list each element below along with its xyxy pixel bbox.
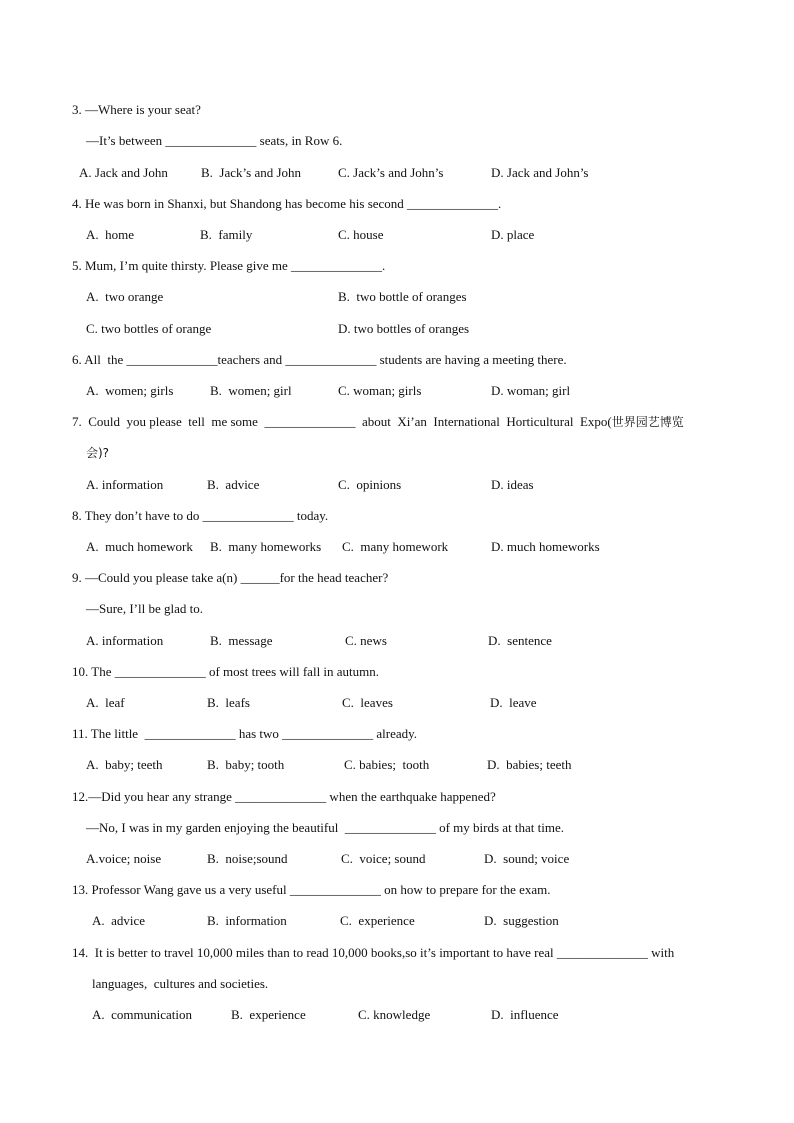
question-7-stem [72, 413, 684, 431]
question-10-stem: 10. The ______________ of most trees will fall in autumn. [72, 664, 380, 679]
question-7-option-c: C. opinions [338, 477, 402, 492]
question-7-stem-text: 7. Could you please tell me some ______________ about Xi’an International Horticultural Expo( [72, 414, 612, 429]
question-4-option-a: A. home [86, 227, 135, 242]
question-4-option-b: B. family [200, 227, 253, 242]
question-9-option-b: B. message [210, 633, 273, 648]
question-7-stem-continued: 会)? [86, 446, 110, 460]
question-8-option-b: B. many homeworks [210, 539, 322, 554]
question-5-option-c: C. two bottles of orange [86, 321, 212, 336]
question-10-option-a: A. leaf [86, 695, 125, 710]
question-12-option-b: B. noise;sound [207, 851, 288, 866]
question-14-stem: 14. It is better to travel 10,000 miles than to read 10,000 books,so it’s important to have real ______________ with [72, 945, 675, 960]
question-10-option-b: B. leafs [207, 695, 250, 710]
question-7-option-a: A. information [86, 477, 164, 492]
question-13-option-b: B. information [207, 913, 287, 928]
question-3-option-b: B. Jack’s and John [201, 165, 302, 180]
question-5-option-b: B. two bottle of oranges [338, 289, 467, 304]
question-3-option-d: D. Jack and John’s [491, 165, 589, 180]
question-12-option-c: C. voice; sound [341, 851, 426, 866]
question-7-option-b: B. advice [207, 477, 260, 492]
question-6-stem: 6. All the ______________teachers and ______________ students are having a meeting there. [72, 352, 567, 367]
question-12-option-d: D. sound; voice [484, 851, 570, 866]
question-9-option-d: D. sentence [488, 633, 552, 648]
question-9-stem: 9. —Could you please take a(n) ______for the head teacher? [72, 570, 389, 585]
question-6-option-b: B. women; girl [210, 383, 292, 398]
question-13-option-c: C. experience [340, 913, 415, 928]
question-14-option-a: A. communication [92, 1007, 193, 1022]
question-14-option-b: B. experience [231, 1007, 306, 1022]
question-3-stem: 3. —Where is your seat? [72, 102, 201, 117]
question-13-option-a: A. advice [92, 913, 146, 928]
question-10-option-d: D. leave [490, 695, 537, 710]
question-7-option-d: D. ideas [491, 477, 534, 492]
question-3-answer-line: —It’s between ______________ seats, in Row 6. [86, 133, 343, 148]
question-6-option-a: A. women; girls [86, 383, 174, 398]
question-11-option-c: C. babies; tooth [344, 757, 430, 772]
question-14-option-d: D. influence [491, 1007, 559, 1022]
question-8-stem: 8. They don’t have to do ______________ today. [72, 508, 329, 523]
question-6-option-d: D. woman; girl [491, 383, 571, 398]
question-12-stem: 12.—Did you hear any strange ______________ when the earthquake happened? [72, 789, 496, 804]
question-14-stem-continued: languages, cultures and societies. [92, 976, 269, 991]
question-9-option-c: C. news [345, 633, 387, 648]
question-12-answer-line: —No, I was in my garden enjoying the beautiful ______________ of my birds at that time. [86, 820, 565, 835]
question-14-option-c: C. knowledge [358, 1007, 431, 1022]
question-4-option-d: D. place [491, 227, 535, 242]
question-3-option-a: A. Jack and John [79, 165, 168, 180]
question-6-option-c: C. woman; girls [338, 383, 422, 398]
question-4-stem: 4. He was born in Shanxi, but Shandong has become his second ______________. [72, 196, 502, 211]
question-11-stem: 11. The little ______________ has two ______________ already. [72, 726, 418, 741]
question-4-option-c: C. house [338, 227, 384, 242]
question-8-option-d: D. much homeworks [491, 539, 600, 554]
question-5-option-d: D. two bottles of oranges [338, 321, 470, 336]
question-8-option-a: A. much homework [86, 539, 193, 554]
question-9-option-a: A. information [86, 633, 164, 648]
question-11-option-b: B. baby; tooth [207, 757, 285, 772]
question-8-option-c: C. many homework [342, 539, 449, 554]
question-7-cjk-note: 世界园艺博览 [611, 415, 684, 429]
question-11-option-d: D. babies; teeth [487, 757, 572, 772]
question-12-option-a: A.voice; noise [86, 851, 162, 866]
question-11-option-a: A. baby; teeth [86, 757, 163, 772]
question-13-option-d: D. suggestion [484, 913, 559, 928]
question-10-option-c: C. leaves [342, 695, 393, 710]
question-3-option-c: C. Jack’s and John’s [338, 165, 444, 180]
question-9-answer-line: —Sure, I’ll be glad to. [86, 601, 203, 616]
question-5-stem: 5. Mum, I’m quite thirsty. Please give me ______________. [72, 258, 386, 273]
question-5-option-a: A. two orange [86, 289, 164, 304]
question-13-stem: 13. Professor Wang gave us a very useful ______________ on how to prepare for the exam. [72, 882, 551, 897]
